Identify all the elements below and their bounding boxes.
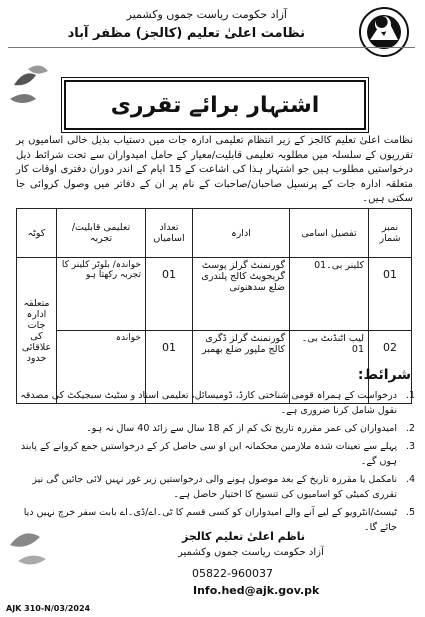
government-header: آزاد حکومت ریاست جموں وکشمیر xyxy=(126,8,287,21)
row-count: 01 xyxy=(146,331,193,404)
contact-email: Info.hed@ajk.gov.pk xyxy=(193,584,320,597)
row-serial: 01 xyxy=(369,258,412,331)
condition-text: ٹیسٹ/انٹرویو کے لیے آنے والے امیدواران کو کسی قسم کا ٹی۔اے/ڈی۔اے بابت سفر خرچ نہیں دیا جائے گا۔ xyxy=(23,507,397,533)
vacancies-table xyxy=(16,208,412,404)
signatory-government: آزاد حکومت ریاست جموں وکشمیر xyxy=(178,547,324,558)
condition-text: امیدواران کی عمر مقررہ تاریخ تک کم از کم 18 سال سے زائد 40 سال نہ ہو۔ xyxy=(86,423,397,434)
table-row xyxy=(17,258,412,331)
leaf-decoration-icon xyxy=(4,505,56,567)
directorate-header: نظامت اعلیٰ تعلیم (کالجز) مظفر آباد xyxy=(67,26,305,41)
condition-number: 3. xyxy=(405,441,415,452)
row-institution: گورنمنٹ گرلز پوسٹ گریجویٹ کالج پلندری ضلع سدھنوتی xyxy=(193,258,290,331)
header-qualification: تعلیمی قابلیت/تجربہ xyxy=(57,209,146,258)
condition-number: 5. xyxy=(405,507,415,518)
list-item xyxy=(16,421,415,436)
header-post: تفصیل اسامی xyxy=(290,209,369,258)
header-divider xyxy=(8,47,415,48)
list-item xyxy=(16,472,415,502)
condition-number: 2. xyxy=(405,423,415,434)
header-quota: کوٹہ xyxy=(17,209,57,258)
condition-text: درخواست کے ہمراہ قومی شناختی کارڈ، ڈومیسائل، تعلیمی اسناد و سٹیٹ سبجیکٹ کی مصدقہ نقول شامل کرنا ضروری ہے۔ xyxy=(20,390,397,416)
conditions-list xyxy=(16,388,415,538)
condition-number: 1. xyxy=(405,390,415,401)
row-qualification: خواندہ/ بلوٹر کلینر کا تجربہ رکھتا ہو xyxy=(57,258,146,331)
row-institution: گورنمنٹ گرلز ڈگری کالج ملپور ضلع بھمبر xyxy=(193,331,290,404)
header-institution: ادارہ xyxy=(193,209,290,258)
list-item xyxy=(16,439,415,469)
conditions-title: شرائط: xyxy=(357,367,411,383)
row-post: لیب اٹنڈنٹ بی۔01 xyxy=(290,331,369,404)
condition-text: پہلے سے تعینات شدہ ملازمین محکمانہ این او سی حاصل کر کے درخواستیں جمع کروانے کے پابند ہوں گے۔ xyxy=(20,441,397,467)
table-header-row xyxy=(17,209,412,258)
reference-number: AJK 310-N/03/2024 xyxy=(6,604,91,613)
header-serial: نمبر شمار xyxy=(369,209,412,258)
leaf-decoration-icon xyxy=(4,55,64,115)
signatory-title: ناظم اعلیٰ تعلیم کالجز xyxy=(182,530,306,543)
row-qualification: خواندہ xyxy=(57,331,146,404)
row-quota: متعلقہ ادارہ جات کی علاقائی حدود xyxy=(17,258,57,404)
condition-text: نامکمل یا مقررہ تاریخ کے بعد موصول ہونے والی درخواستیں زیر غور نہیں لائی جائیں گی نیز تقرری کمیٹی کو اسامیوں کی تنسیخ کا اختیار حاصل ہے۔ xyxy=(32,474,397,500)
row-serial: 02 xyxy=(369,331,412,404)
list-item xyxy=(16,388,415,418)
row-post: کلینر بی۔01 xyxy=(290,258,369,331)
contact-phone: 05822-960037 xyxy=(192,567,273,580)
advertisement-title: اشتہار برائے تقرری xyxy=(110,92,320,118)
advertisement-title-banner xyxy=(64,80,366,130)
condition-number: 4. xyxy=(405,474,415,485)
row-count: 01 xyxy=(146,258,193,331)
intro-paragraph: نظامت اعلیٰ تعلیم کالجز کے زیر انتظام تعلیمی ادارہ جات میں دستیاب بذیل خالی اسامیوں پر تقرریوں کے سلسلہ میں مطلوبہ تعلیمی قابلیت/معیار کے حامل امیدواران سے تحت شرائط ذیل درخواستیں مطلوب ہیں جو اشتہار ہذا کی اشاعت کے 15 ایام کے اندر دوران دفتری اوقات کار متعلقہ ادارہ جات کے پرنسپل صاحبان/صاحبات کے نام پر ان کے دفاتر میں وصول کروائی جا سکتی ہیں۔ xyxy=(16,135,413,204)
header-count: تعداد اسامیاں xyxy=(146,209,193,258)
ajk-seal-logo xyxy=(356,6,412,58)
